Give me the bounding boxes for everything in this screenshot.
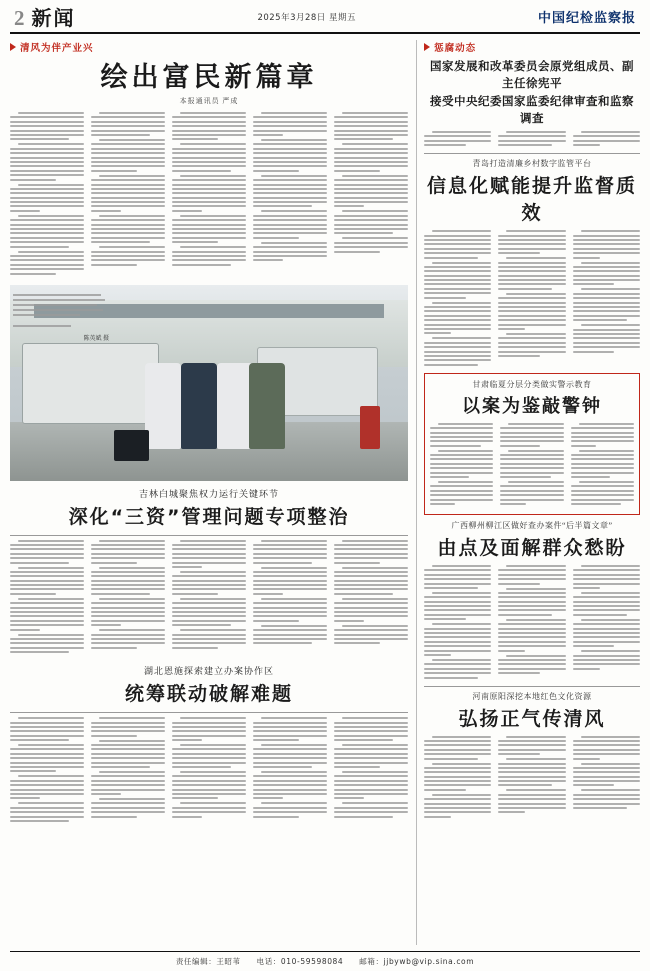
bx-col-3 <box>571 423 634 508</box>
footer-editor: 责任编辑：王昭苇 <box>175 957 241 966</box>
main-headline: 绘出富民新篇章 <box>100 62 318 93</box>
boxed-headline: 以案为鉴敲警钟 <box>462 395 603 417</box>
story3-kicker: 湖北恩施探索建立办案协作区 <box>144 667 275 678</box>
r2-col-3 <box>573 565 640 682</box>
left-kicker-label: 清风为伴产业兴 <box>20 43 94 54</box>
brief-body <box>424 131 640 149</box>
boxed-body <box>430 423 634 508</box>
masthead <box>10 0 640 34</box>
s2-col-4 <box>253 540 327 657</box>
body-col-1 <box>10 112 84 278</box>
divider <box>10 535 408 536</box>
photo-person-1 <box>145 363 181 449</box>
publication-date: 2025年3月28日 星期五 <box>257 12 357 23</box>
s3-col-5 <box>334 717 408 825</box>
photo-bag <box>114 430 150 461</box>
r-story3-body <box>424 736 640 821</box>
footer-phone: 电话：010-59598084 <box>256 957 344 966</box>
r1-col-3 <box>573 230 640 369</box>
body-col-5 <box>334 112 408 278</box>
left-kicker <box>10 40 408 54</box>
s2-col-3 <box>172 540 246 657</box>
divider-r2 <box>424 686 640 687</box>
r3-col-3 <box>573 736 640 821</box>
brief-headline-line1: 国家发展和改革委员会原党组成员、副主任徐宪平 <box>430 59 635 91</box>
right-kicker-label: 惩腐动态 <box>434 43 477 54</box>
triangle-bullet-icon-2 <box>424 43 430 51</box>
main-byline: 本报通讯员 严成 <box>179 97 239 106</box>
footer-email: 邮箱：jjbywb@vip.sina.com <box>359 957 475 966</box>
triangle-bullet-icon <box>10 43 16 51</box>
r2-col-2 <box>498 565 565 682</box>
b-col-2 <box>498 131 565 149</box>
s3-col-4 <box>253 717 327 825</box>
s3-col-2 <box>91 717 165 825</box>
divider-2 <box>10 712 408 713</box>
article-photo <box>10 285 408 481</box>
r-story3-headline: 弘扬正气传清风 <box>458 707 606 730</box>
page-content <box>10 40 640 945</box>
right-kicker <box>424 40 640 54</box>
photo-caption <box>13 294 109 344</box>
story3-headline: 统筹联动破解难题 <box>125 683 294 706</box>
newspaper-logo: 中国纪检监察报 <box>537 11 636 26</box>
story3-body <box>10 717 408 825</box>
photo-credit: 陈英斌 摄 <box>83 335 109 342</box>
r1-col-2 <box>498 230 565 369</box>
r-story2-body <box>424 565 640 682</box>
photo-person-4 <box>249 363 285 449</box>
b-col-1 <box>424 131 491 149</box>
s3-col-3 <box>172 717 246 825</box>
bx-col-1 <box>430 423 493 508</box>
s2-col-1 <box>10 540 84 657</box>
photo-person-2 <box>181 363 217 449</box>
b-col-3 <box>573 131 640 149</box>
r-story1-kicker: 青岛打造清廉乡村数字监管平台 <box>472 159 592 169</box>
photo-fire-extinguisher <box>360 406 380 449</box>
r-story3-kicker: 河南原阳深挖本地红色文化资源 <box>472 691 592 701</box>
body-col-3 <box>172 112 246 278</box>
r2-col-1 <box>424 565 491 682</box>
brief-headline-line2: 接受中央纪委国家监委纪律审查和监察调查 <box>430 93 635 125</box>
s2-col-2 <box>91 540 165 657</box>
bx-col-2 <box>500 423 563 508</box>
r3-col-1 <box>424 736 491 821</box>
photo-vehicle-left <box>22 343 159 423</box>
right-column <box>416 40 640 945</box>
boxed-kicker: 甘肃临夏分层分类做实警示教育 <box>472 379 592 389</box>
r1-col-1 <box>424 230 491 369</box>
s3-col-1 <box>10 717 84 825</box>
story2-kicker: 吉林白城聚焦权力运行关键环节 <box>139 489 280 500</box>
main-article-body <box>10 112 408 278</box>
r-story1-body <box>424 230 640 369</box>
r-story2-kicker: 广西柳州柳江区做好查办案件“后半篇文章” <box>451 520 613 530</box>
masthead-left <box>14 2 76 31</box>
left-column <box>10 40 408 945</box>
s2-col-5 <box>334 540 408 657</box>
body-col-4 <box>253 112 327 278</box>
divider-r1 <box>424 153 640 154</box>
story2-headline: 深化“三资”管理问题专项整治 <box>68 505 350 528</box>
story2-body <box>10 540 408 657</box>
body-col-2 <box>91 112 165 278</box>
page-number: 2 <box>14 6 25 30</box>
r3-col-2 <box>498 736 565 821</box>
r-story1-headline: 信息化赋能提升监督质效 <box>427 175 638 225</box>
photo-person-3 <box>217 363 253 449</box>
page-footer <box>10 951 640 967</box>
section-title: 新闻 <box>31 6 76 30</box>
boxed-article <box>424 373 640 515</box>
r-story2-headline: 由点及面解群众愁盼 <box>437 536 627 559</box>
